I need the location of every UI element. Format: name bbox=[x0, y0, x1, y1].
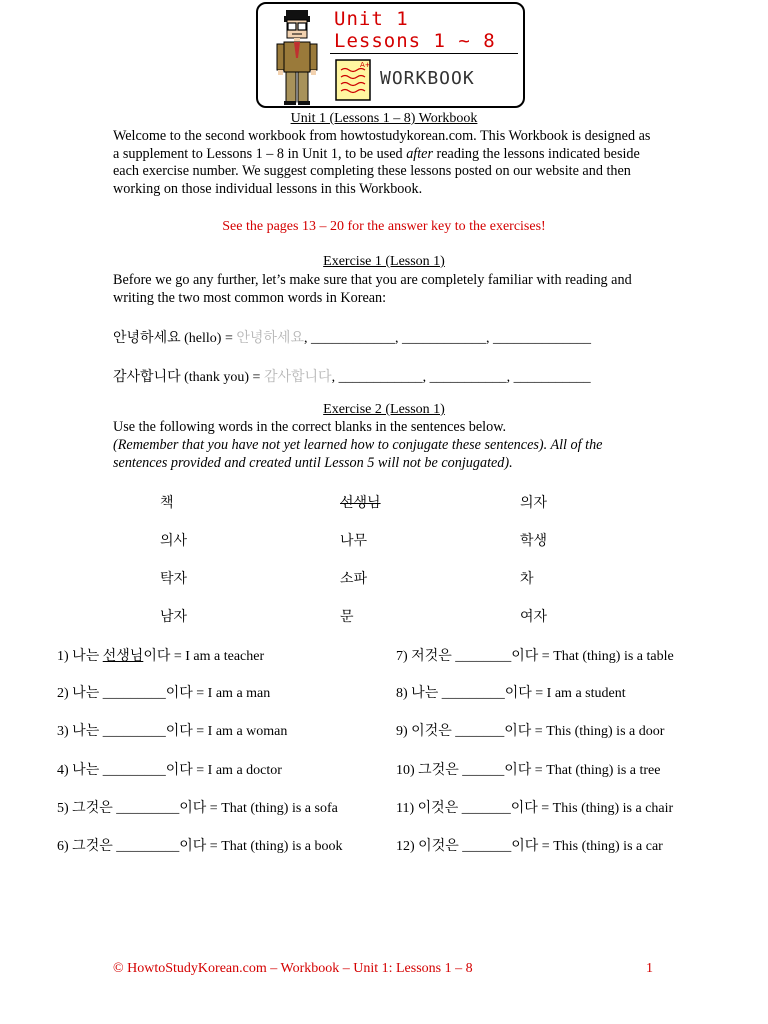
sentence-12: 12) 이것은 _______이다 = This (thing) is a car bbox=[396, 839, 663, 854]
sentence-5: 5) 그것은 _________이다 = That (thing) is a sofa bbox=[57, 801, 338, 816]
banner-unit: Unit 1 bbox=[334, 8, 409, 30]
answer-blank: _________ bbox=[116, 801, 180, 816]
footer-copyright: © HowtoStudyKorean.com – Workbook – Unit 1: Lessons 1 – 8 bbox=[113, 961, 473, 976]
sentence-1: 1) 나는 선생님이다 = I am a teacher bbox=[57, 649, 265, 664]
answer-key-note: See the pages 13 – 20 for the answer key to the exercises! bbox=[222, 219, 546, 234]
sentence-7: 7) 저것은 ________이다 = That (thing) is a table bbox=[396, 649, 674, 664]
hello-meaning: (hello) = bbox=[180, 331, 237, 346]
answer-filled: 선생님 bbox=[102, 649, 144, 664]
exercise2-heading: Exercise 2 (Lesson 1) bbox=[323, 402, 445, 417]
sentence-10: 10) 그것은 ______이다 = That (thing) is a tree bbox=[396, 763, 661, 778]
page-title: Unit 1 (Lessons 1 – 8) Workbook bbox=[290, 111, 478, 126]
word-bank-item: 여자 bbox=[520, 610, 548, 625]
thanks-blanks: , ____________, ___________, ___________ bbox=[331, 370, 591, 385]
answer-blank: _________ bbox=[116, 839, 180, 854]
word-bank-item: 탁자 bbox=[160, 572, 188, 587]
word-bank-item: 소파 bbox=[340, 572, 368, 587]
sentence-11: 11) 이것은 _______이다 = This (thing) is a chair bbox=[396, 801, 674, 816]
banner-divider bbox=[330, 53, 518, 54]
intro-text-1: Welcome to the second workbook from howtostudykorean.com. This Workbook is designed as a supplement to Lessons 1 – 8 in Unit 1, to be used bbox=[113, 128, 651, 162]
answer-blank: _______ bbox=[461, 801, 511, 816]
answer-blank: _________ bbox=[102, 763, 166, 778]
exercise2-instructions: Use the following words in the correct blanks in the sentences below. bbox=[113, 419, 507, 435]
sentence-3: 3) 나는 _________이다 = I am a woman bbox=[57, 724, 288, 739]
thanks-meaning: (thank you) = bbox=[180, 370, 264, 385]
answer-blank: _______ bbox=[462, 839, 512, 854]
word-bank-item: 책 bbox=[160, 496, 174, 511]
answer-blank: _________ bbox=[102, 686, 166, 701]
word-bank-item: 의자 bbox=[520, 496, 548, 511]
banner-workbook-label: WORKBOOK bbox=[380, 68, 475, 89]
answer-blank: _______ bbox=[455, 724, 505, 739]
banner-lessons: Lessons 1 ~ 8 bbox=[334, 30, 496, 52]
hello-example-trace: 안녕하세요 bbox=[236, 331, 304, 346]
answer-blank: ________ bbox=[455, 649, 512, 664]
intro-paragraph bbox=[113, 128, 653, 198]
hello-blanks: , ____________, ____________, ______________ bbox=[303, 331, 591, 346]
answer-blank: ______ bbox=[462, 763, 505, 778]
header-banner bbox=[256, 2, 525, 108]
sentence-4: 4) 나는 _________이다 = I am a doctor bbox=[57, 763, 282, 778]
thanks-korean: 감사합니다 bbox=[113, 370, 181, 385]
word-bank-item: 나무 bbox=[340, 534, 368, 549]
exercise1-line-hello bbox=[113, 327, 591, 347]
exercise1-heading: Exercise 1 (Lesson 1) bbox=[323, 254, 445, 269]
character-illustration-icon bbox=[272, 8, 322, 106]
sentence-2: 2) 나는 _________이다 = I am a man bbox=[57, 686, 271, 701]
exercise2-note: (Remember that you have not yet learned how to conjugate these sentences). All of the sentences provided and created until Lesson 5 will not be conjugated). bbox=[113, 437, 603, 471]
word-bank-item: 의사 bbox=[160, 534, 188, 549]
word-bank-item: 문 bbox=[340, 610, 354, 625]
sentence-9: 9) 이것은 _______이다 = This (thing) is a door bbox=[396, 724, 665, 739]
paper-sheet-icon bbox=[334, 58, 374, 102]
word-bank-item: 학생 bbox=[520, 534, 548, 549]
word-bank-item: 차 bbox=[520, 572, 534, 587]
intro-text-2: reading the lessons indicated beside each exercise number. We suggest completing these lessons posted on our website and then working on those individual lessons in this Workbook. bbox=[113, 145, 640, 197]
exercise1-instructions: Before we go any further, let’s make sure that you are completely familiar with reading and writing the two most common words in Korean: bbox=[113, 272, 632, 306]
svg-text:A+: A+ bbox=[360, 61, 371, 69]
hello-korean: 안녕하세요 bbox=[113, 331, 181, 346]
answer-blank: _________ bbox=[441, 686, 505, 701]
word-bank-item: 남자 bbox=[160, 610, 188, 625]
page-number: 1 bbox=[646, 961, 653, 976]
thanks-example-trace: 감사합니다 bbox=[263, 370, 332, 385]
word-bank-item-used: 선생님 bbox=[340, 496, 381, 511]
answer-blank: _________ bbox=[102, 724, 166, 739]
exercise1-line-thanks bbox=[113, 366, 591, 386]
sentence-8: 8) 나는 _________이다 = I am a student bbox=[396, 686, 626, 701]
sentence-6: 6) 그것은 _________이다 = That (thing) is a book bbox=[57, 839, 343, 854]
intro-emphasis: after bbox=[406, 145, 433, 162]
